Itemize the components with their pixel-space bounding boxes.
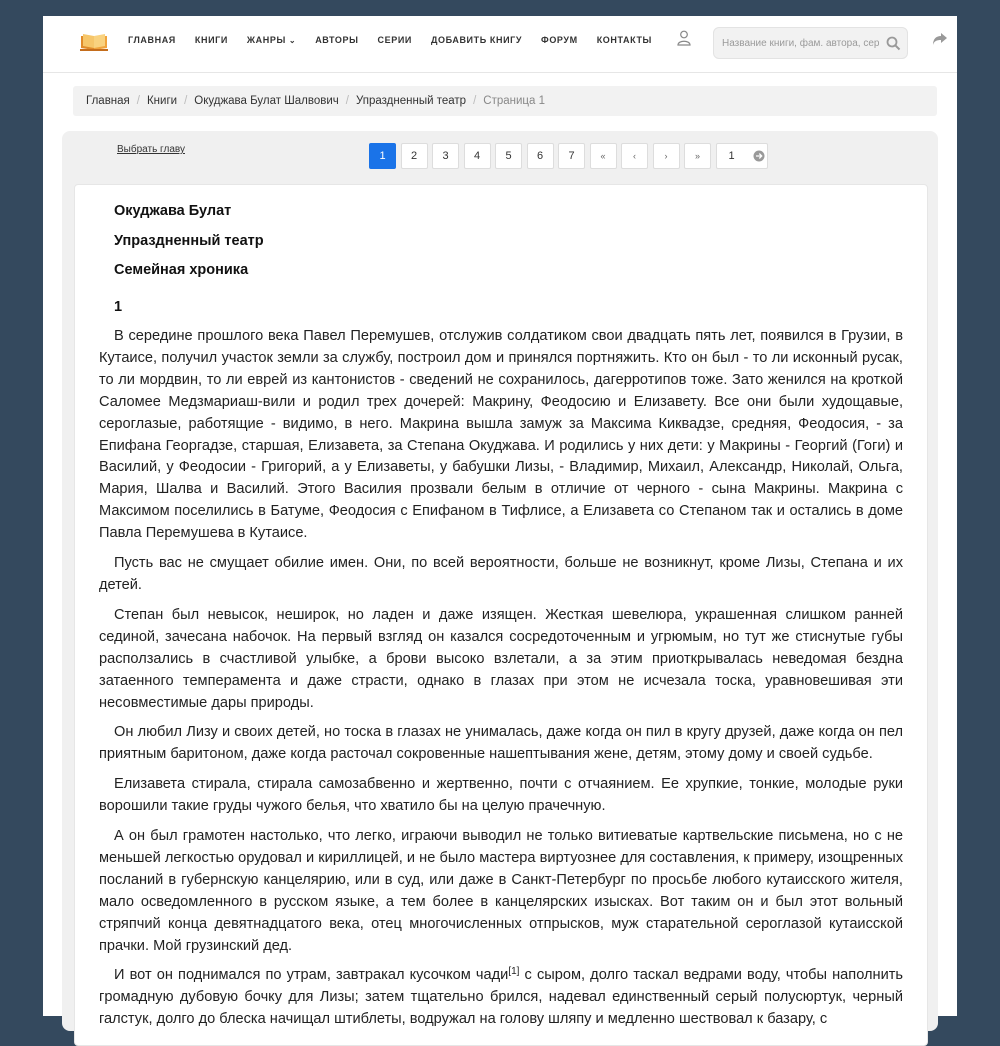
page-button-7[interactable]: 7 <box>558 143 585 169</box>
paragraph: В середине прошлого века Павел Перемушев, отслужив солдатиком свои двадцать пять лет, появился в Грузии, в Кутаисе, получил участок земли за службу, построил дом и принялся портняжить. Кто он был - то ли исконный русак, то ли мордвин, то ли еврей из кантонистов - сведений не сохранилось, дагерротипов тоже. Зато женился на кроткой Саломее Медзмариаш-вили и родил трех дочерей: Макрину, Феодосию и Елизавету. Все они были худощавые, сероглазые, работящие - видимо, в него. Макрина вышла замуж за Максима Киквадзе, средняя, Феодосия, - за Епифана Георгадзе, старшая, Елизавета, за Степана Окуджава. И родились у них дети: у Макрины - Георгий (Гоги) и Василий, у Феодосии - Григорий, а у Елизаветы, у бабушки Лизы, - Владимир, Михаил, Александр, Николай, Ольга, Мария, Шалва и Василий. Этого Василия прозвали белым в отличие от черного - сына Макрины. Макрина с Максимом поселились в Батуме, Феодосия с Епифаном в Тифлисе, а Елизавета со Степаном так и остались в доме Павла Перемушева в Кутаисе. <box>99 328 903 542</box>
page-container <box>43 16 957 1028</box>
paragraph <box>99 965 903 1031</box>
nav-authors[interactable]: АВТОРЫ <box>315 35 359 45</box>
go-arrow-icon[interactable] <box>753 150 765 162</box>
book-text-card <box>74 184 928 1046</box>
nav-books[interactable]: КНИГИ <box>194 35 228 45</box>
nav-home[interactable]: ГЛАВНАЯ <box>128 35 176 45</box>
pagination <box>369 143 768 169</box>
last-page-button[interactable]: » <box>684 143 711 169</box>
page-button-1[interactable]: 1 <box>369 143 396 169</box>
paragraph: Елизавета стирала, стирала самозабвенно и жертвенно, почти с отчаянием. Ее хрупкие, тонкие, молодые руки ворошили такие груды чужого белья, что хватило бы на целую прачечную. <box>99 776 903 815</box>
breadcrumb-home[interactable]: Главная <box>86 95 130 107</box>
main-nav <box>128 16 671 64</box>
nav-forum[interactable]: ФОРУМ <box>541 35 578 45</box>
book-body <box>99 326 903 1039</box>
goto-page-field[interactable] <box>716 143 768 169</box>
chevron-down-icon: ⌄ <box>288 35 297 45</box>
goto-page-value[interactable]: 1 <box>728 150 735 162</box>
paragraph-text: И вот он поднимался по утрам, завтракал кусочком чади <box>114 967 509 984</box>
paragraph: А он был грамотен настолько, что легко, играючи выводил не только витиеватые картвельские письмена, но с не меньшей легкостью орудовал и кириллицей, и не было мастера виртуознее для составления, к примеру, изощренных посланий в губернскую канцелярию, или в суд, или даже в Санкт-Петербург по просьбе любого кутаисского жителя, мало осведомленного в русском языке, а тем более в канцелярских изысках. Вот таким он и был этот вольный стряпчий конца девятнадцатого века, отец многочисленных отпрысков, муж старательной сероглазой кутаисской прачки. Мой грузинский дед. <box>99 828 903 954</box>
page-button-3[interactable]: 3 <box>432 143 459 169</box>
top-navbar <box>43 16 957 73</box>
breadcrumb <box>73 86 937 116</box>
page-button-6[interactable]: 6 <box>527 143 554 169</box>
breadcrumb-current-page: Страница 1 <box>483 95 545 107</box>
page-button-4[interactable]: 4 <box>464 143 491 169</box>
nav-genres[interactable]: ЖАНРЫ ⌄ <box>246 35 297 45</box>
share-icon[interactable] <box>932 32 948 46</box>
book-author: Окуджава Булат <box>114 203 232 219</box>
book-logo-icon[interactable] <box>79 31 109 53</box>
chapter-number: 1 <box>114 299 123 315</box>
search-box <box>713 27 908 59</box>
footnote-link[interactable]: [1] <box>508 966 520 978</box>
breadcrumb-separator: / <box>184 95 188 107</box>
reader-panel <box>62 131 938 1031</box>
page-button-5[interactable]: 5 <box>495 143 522 169</box>
book-title: Упраздненный театр <box>114 233 264 249</box>
paragraph: Степан был невысок, неширок, но ладен и даже изящен. Жесткая шевелюра, украшенная слишком ранней сединой, зачесана набочок. На первый взгляд он казался сосредоточенным и угрюмым, но тут же стиснутые губы расползались в счастливой улыбке, а брови высоко взлетали, а за этим приоткрывалась неведомая бездна затаенного темперамента и даже страсти, однако в глазах при этом не исчезала тоска, уравновешивая эти несовместимые дары природы. <box>99 606 903 711</box>
next-page-button[interactable]: › <box>653 143 680 169</box>
first-page-button[interactable]: « <box>590 143 617 169</box>
prev-page-button[interactable]: ‹ <box>621 143 648 169</box>
paragraph: Пусть вас не смущает обилие имен. Они, по всей вероятности, больше не возникнут, кроме Лизы, Степана и их детей. <box>99 555 903 593</box>
paragraph-text: с сыром, долго таскал ведрами воду, чтобы наполнить громадную дубовую бочку для Лизы; затем тщательно брился, надевал единственный серый полусюртук, черный галстук, долго до блеска начищал штиблеты, водружал на голову шляпу и медленно шествовал к базару, с <box>99 967 904 1028</box>
search-input[interactable] <box>722 34 880 52</box>
book-subtitle: Семейная хроника <box>114 262 249 278</box>
breadcrumb-separator: / <box>136 95 140 107</box>
breadcrumb-separator: / <box>473 95 477 107</box>
nav-add-book[interactable]: ДОБАВИТЬ КНИГУ <box>431 35 523 45</box>
breadcrumb-books[interactable]: Книги <box>146 95 178 107</box>
search-icon[interactable] <box>886 36 901 51</box>
nav-series[interactable]: СЕРИИ <box>377 35 412 45</box>
paragraph: Он любил Лизу и своих детей, но тоска в глазах не унималась, даже когда он пил в кругу друзей, даже когда он пел приятным баритоном, даже когда расточал сокровенные нашептывания жене, детям, этому дому и своей судьбе. <box>99 724 903 763</box>
user-icon[interactable] <box>677 30 691 46</box>
breadcrumb-book[interactable]: Упраздненный театр <box>355 95 467 107</box>
breadcrumb-author[interactable]: Окуджава Булат Шалвович <box>194 95 339 107</box>
nav-contacts[interactable]: КОНТАКТЫ <box>596 35 652 45</box>
breadcrumb-separator: / <box>345 95 349 107</box>
page-button-2[interactable]: 2 <box>401 143 428 169</box>
choose-chapter-link[interactable]: Выбрать главу <box>117 144 185 155</box>
